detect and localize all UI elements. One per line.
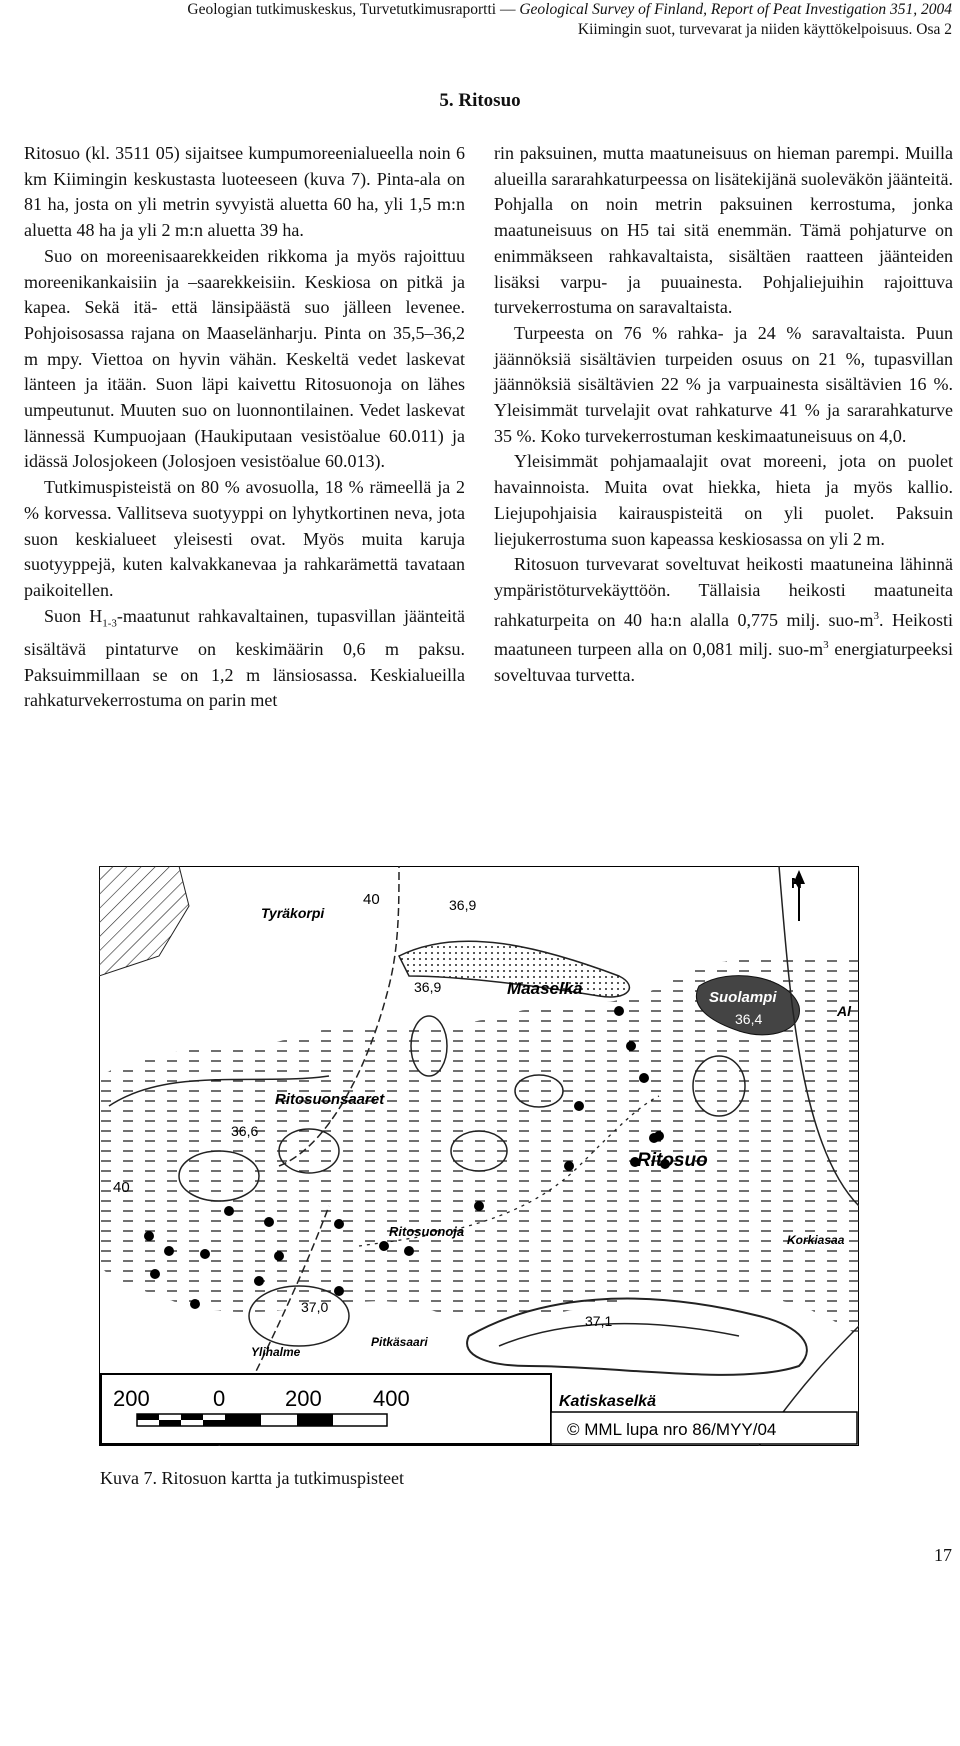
paragraph: Suon $H_{1-3}$-maatunut rahkavaltainen, tupasvillan jäänteitä sisältävä pintaturve on keskimäärin 0,6 m paksu. Paksuimmillaan se on 1,2 m länsiosassa. Keskialueilla rahkaturvekerrostuma on parin met [24, 605, 465, 711]
paragraph: Ritosuon turvevarat soveltuvat heikosti maatuneina lähinnä ympäristöturvekäyttöön. Tällaisia heikosti maatuneita rahkaturpeita on 40 ha:n alalla 0,775 milj. suo-$m^3$. Heikosti maatuneen turpeen alla on 0,081 milj. suo-$m^3$ energiaturpeeksi soveltuvaa turvetta. [494, 554, 953, 686]
place-name: Ritosuo [637, 1150, 708, 1171]
map-figure [99, 866, 859, 1746]
header-line-1: Geologian tutkimuskeskus, Turvetutkimusraportti — Geological Survey of Finland, Report of Peat Investigation 351, 2004 [187, 1, 952, 18]
paragraph: Ritosuo (kl. 3511 05) sijaitsee kumpumoreenialueella noin 6 km Kiimingin keskustasta luoteeseen (kuva 7). Pinta-ala on 81 ha, josta on yli metrin syvyistä aluetta 60 ha, yli 1,5 m:n aluetta 48 ha ja yli 2 m:n aluetta 39 ha. [24, 143, 465, 241]
place-name: Pitkäsaari [371, 1335, 428, 1349]
elevation: 36,9 [414, 979, 442, 995]
elevation: 40 [363, 891, 380, 908]
copyright-text: © MML lupa nro 86/MYY/04 [567, 1420, 777, 1439]
place-name: Korkiasaa [787, 1233, 845, 1247]
scale-label: 200 [113, 1386, 150, 1411]
place-name: Katiskaselkä [559, 1393, 656, 1410]
elevation: 36,4 [735, 1011, 763, 1027]
place-name: Maaselkä [507, 979, 583, 998]
scale-bar-legend [101, 1374, 551, 1446]
place-name: Ritosuonsaaret [275, 1091, 385, 1108]
elevation: 37,0 [301, 1299, 329, 1315]
figure-caption: Kuva 7. Ritosuon kartta ja tutkimuspisteet [100, 1468, 404, 1488]
paragraph: rin paksuinen, mutta maatuneisuus on hieman parempi. Muilla alueilla sararahkaturpeessa on lisätekijänä suoleväkön jäänteitä. Pohjalla on noin metrin paksuinen kerrostuma, jonka maatuneisuus on H5 tai sitä enemmän. Tämä pohjaturve on enimmäkseen rahkavaltaista, sisältäen raatteen jäänteiden lisäksi varpu- ja puuainesta. Pohjaliejuihin rajoittuva turvekerrostuma on saravaltaista. [494, 143, 953, 318]
elevation: 36,6 [231, 1123, 259, 1139]
elevation: 40 [113, 1179, 130, 1196]
right-column [494, 141, 953, 689]
place-name: Suolampi [709, 989, 777, 1006]
place-name: Ritosuonoja [389, 1224, 465, 1239]
place-name: Al [837, 1003, 851, 1019]
paragraph: Yleisimmät pohjamaalajit ovat moreeni, jota on puolet havainnoista. Muita ovat hiekka, hieta ja myös kallio. Liejupohjaisia kairauspisteitä on yli puolet. Paksuin liejukerrostuma suon kapeassa keskiosassa on yli 2 m. [494, 451, 953, 549]
paragraph: Tutkimuspisteistä on 80 % avosuolla, 18 % rämeellä ja 2 % korvessa. Vallitseva suotyyppi on lyhytkortinen neva, jota suon keskialueet yleisesti ovat. Myös muita karuja suotyyppejä, kuten kalvakkanevaa ja rahkarämettä tavataan paikoitellen. [24, 477, 465, 600]
north-label: N [791, 875, 802, 892]
map-svg [99, 866, 859, 1446]
running-header [187, 0, 952, 40]
elevation: 37,1 [585, 1313, 613, 1329]
header-line-2: Kiimingin suot, turvevarat ja niiden käyttökelpoisuus. Osa 2 [577, 21, 952, 38]
page-number: 17 [934, 1545, 952, 1565]
paragraph: Suo on moreenisaarekkeiden rikkoma ja myös rajoittuu moreenikankaisiin ja –saarekkeisiin. Keskiosa on pitkä ja kapea. Sekä itä- että länsipäästä suo jälleen levenee. Pohjoisosassa rajana on Maaselänharju. Pinta on 35,5–36,2 m mpy. Viettoa on hyvin vähän. Keskeltä vedet laskevat länteen ja itään. Suon läpi kaivettu Ritosuonoja on lähes umpeutunut. Muuten suo on luonnontilainen. Vedet laskevat lännessä Kumpuojaan (Haukiputaan vesistöalue 60.011) ja idässä Jolosjokeen (Jolosjoen vesistöalue 60.013). [24, 245, 465, 472]
scale-label: 0 [213, 1386, 226, 1411]
elevation: 36,9 [449, 897, 477, 913]
scale-label: 400 [373, 1386, 410, 1411]
copyright-box [551, 1412, 857, 1444]
place-name: Ylihalme [251, 1345, 301, 1359]
header-journal: Geological Survey of Finland, Report of Peat Investigation 351, 2004 [519, 1, 952, 18]
scale-label: 200 [285, 1386, 322, 1411]
paragraph: Turpeesta on 76 % rahka- ja 24 % saravaltaista. Puun jäännöksiä sisältävien turpeiden osuus on 21 %, tupasvillan jäännöksiä sisältävien 22 % ja varpuainesta sisältävien 16 %. Yleisimmät turvelajit ovat rahkaturve 41 % ja sararahkaturve 35 %. Koko turvekerrostuman keskimaatuneisuus on 4,0. [494, 322, 953, 446]
place-name: Tyräkorpi [261, 905, 325, 921]
section-title: 5. Ritosuo [439, 90, 521, 111]
left-column [24, 141, 465, 714]
